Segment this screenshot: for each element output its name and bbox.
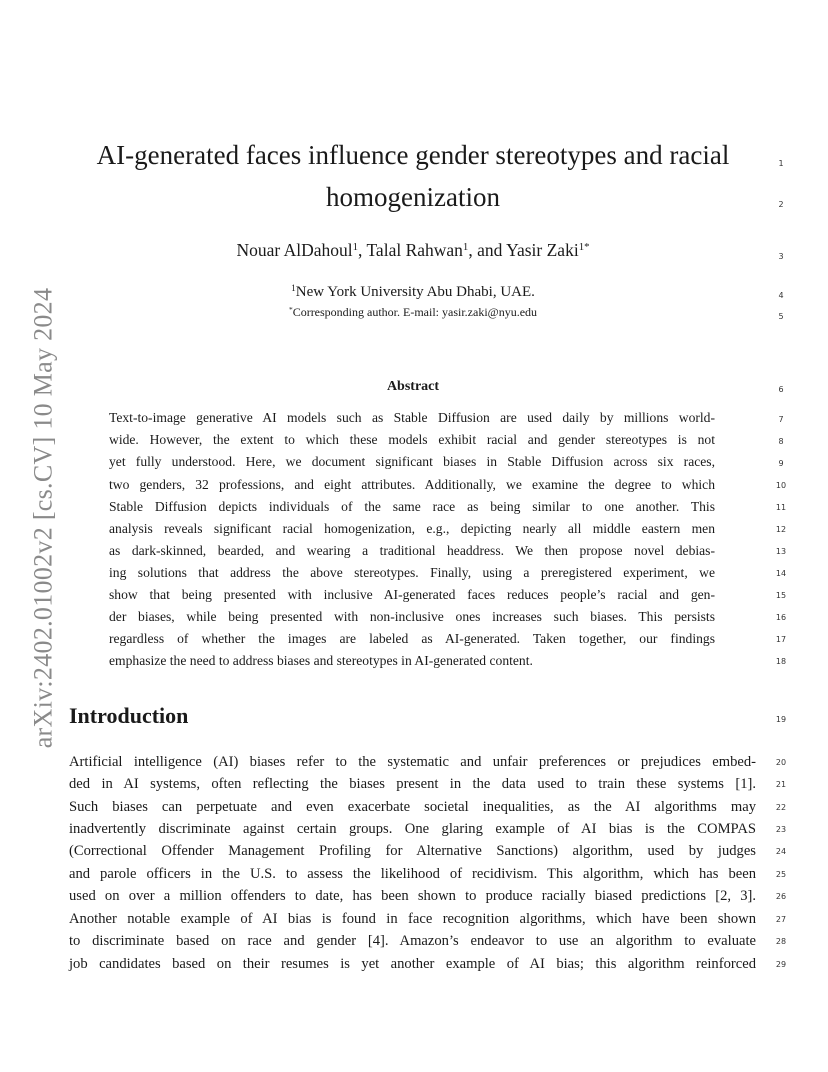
corresponding-author-note [70,305,756,320]
line-number: 24 [775,847,787,856]
corresponding-marker: * [288,304,293,314]
line-number: 16 [775,613,787,622]
abstract-line: yet fully understood. Here, we document significant biases in Stable Diffusion across six races, [109,454,715,469]
arxiv-identifier-stamp [24,278,62,758]
line-number: 29 [775,960,787,969]
affiliation-marker: 1 [291,283,296,294]
abstract-line: Text-to-image generative AI models such as Stable Diffusion are used daily by millions world- [109,410,715,425]
author-name: Nouar AlDahoul [236,240,353,260]
author-list [70,240,756,261]
body-text-line: inadvertently discriminate against certain groups. One glaring example of AI bias is the COMPAS [69,821,756,837]
line-number: 15 [775,591,787,600]
body-text-line: job candidates based on their resumes is yet another example of AI bias; this algorithm reinforced [69,956,756,972]
body-text-line: (Correctional Offender Management Profiling for Alternative Sanctions) algorithm, used by judges [69,843,756,859]
affiliation-text: New York University Abu Dhabi, UAE. [295,284,535,300]
abstract-heading: Abstract [386,379,440,394]
body-text-line: and parole officers in the U.S. to assess the likelihood of recidivism. This algorithm, which has been [69,866,756,882]
affiliation-marker: 1 [462,241,469,254]
body-text-line: used on over a million offenders to date, has been shown to produce racially biased predictions [2, 3]. [69,888,756,904]
line-number: 9 [778,459,784,468]
abstract-line: Stable Diffusion depicts individuals of the same race as being similar to one another. This [109,499,715,514]
abstract-line: show that being presented with inclusive AI-generated faces reduces people’s racial and gen- [109,587,715,602]
line-number: 23 [775,825,787,834]
line-number: 11 [775,503,787,512]
affiliation-marker: 1 [352,241,359,254]
line-number: 3 [778,252,784,261]
line-number: 18 [775,657,787,666]
line-number: 27 [775,915,787,924]
paper-title-line-1: AI-generated faces influence gender stereotypes and racial [96,140,730,170]
line-number: 26 [775,892,787,901]
line-number: 7 [778,415,784,424]
affiliation [70,284,756,301]
author-name: Yasir Zaki [506,240,579,260]
arxiv-identifier-text: arXiv:2402.01002v2 [cs.CV] 10 May 2024 [28,287,58,749]
line-number: 17 [775,635,787,644]
line-number: 2 [778,200,784,209]
line-number: 6 [778,385,784,394]
paper-title-line-2: homogenization [326,182,500,212]
line-number: 13 [775,547,787,556]
abstract-line: two genders, 32 professions, and eight attributes. Additionally, we examine the degree to which [109,477,715,492]
line-number: 8 [778,437,784,446]
abstract-line: analysis reveals significant racial homogenization, e.g., depicting nearly all middle eastern men [109,521,715,536]
affiliation-marker: 1* [578,241,590,254]
line-number: 12 [775,525,787,534]
abstract-line: regardless of whether the images are labeled as AI-generated. Taken together, our findings [109,631,715,646]
line-number: 28 [775,937,787,946]
body-text-line: Such biases can perpetuate and even exacerbate societal inequalities, as the AI algorithms may [69,799,756,815]
abstract-line: ing solutions that address the above stereotypes. Finally, using a preregistered experiment, we [109,565,715,580]
line-number: 14 [775,569,787,578]
line-number: 25 [775,870,787,879]
author-name: Talal Rahwan [366,240,463,260]
line-number: 22 [775,803,787,812]
line-number: 5 [778,312,784,321]
abstract-line: emphasize the need to address biases and stereotypes in AI-generated content. [109,653,533,668]
line-number: 20 [775,758,787,767]
line-number: 10 [775,481,787,490]
corresponding-author-text: Corresponding author. E-mail: yasir.zaki@nyu.edu [292,305,538,319]
abstract-line: as dark-skinned, bearded, and wearing a traditional headdress. We then propose novel debias- [109,543,715,558]
author-separator: , [358,240,367,260]
body-text-line: Artificial intelligence (AI) biases refer to the systematic and unfair preferences or prejudices embed- [69,754,756,770]
author-separator: , and [468,240,507,260]
body-text-line: to discriminate based on race and gender [4]. Amazon’s endeavor to use an algorithm to evaluate [69,933,756,949]
line-number: 19 [775,715,787,724]
body-text-line: ded in AI systems, often reflecting the biases present in the data used to train these systems [1]. [69,776,756,792]
line-number: 1 [778,159,784,168]
body-text-line: Another notable example of AI bias is found in face recognition algorithms, which have been shown [69,911,756,927]
section-heading-introduction: Introduction [69,703,189,728]
line-number: 4 [778,291,784,300]
abstract-line: wide. However, the extent to which these models exhibit racial and gender stereotypes is not [109,432,715,447]
line-number: 21 [775,780,787,789]
abstract-line: der biases, while being presented with non-inclusive ones increases such biases. This persists [109,609,715,624]
